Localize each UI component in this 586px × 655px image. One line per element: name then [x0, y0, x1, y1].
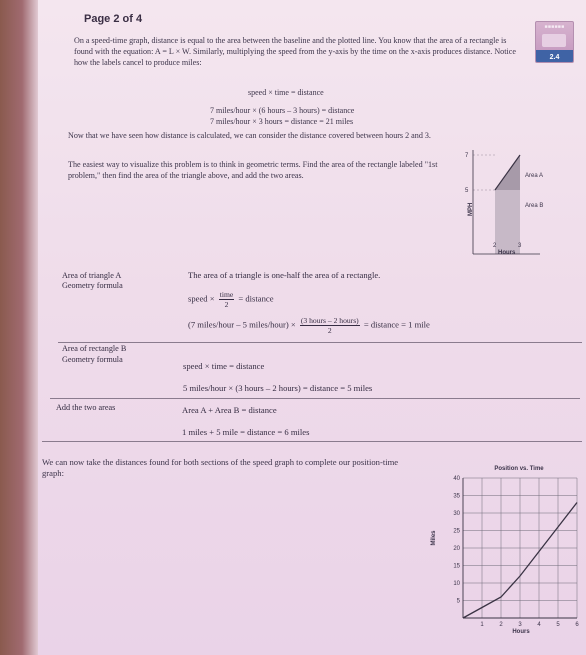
area-b-label: Area B [525, 203, 544, 209]
chart-x-tick-label: 6 [575, 622, 579, 628]
lesson-badge: ■■■■■■ 2.4 [535, 21, 574, 63]
intro-paragraph: On a speed-time graph, distance is equal to the area between the baseline and the plotted line. You know that the area of a rectangle is found with the equation: A = L × W. Similarly, multiplying the speed from the y-axis by the time on the x-axis produces distance. Notice how the labels cancel to produce miles: [74, 36, 516, 67]
chart-x-tick-label: 4 [537, 622, 541, 628]
intro-equation-1: speed × time = distance [248, 88, 324, 97]
area-b-rectangle [495, 190, 520, 254]
triangle-formula-1-right: = distance [238, 293, 274, 304]
distance-paragraph: Now that we have seen how distance is calculated, we can consider the distance covered between hours 2 and 3. [68, 131, 431, 140]
speed-time-graph [465, 145, 558, 260]
triangle-formula-2-right: = distance = 1 mile [363, 319, 430, 330]
divider-1 [58, 342, 582, 343]
fraction-numerator: time [219, 290, 234, 299]
chart-grid [463, 478, 577, 618]
chart-x-tick-label: 1 [480, 622, 484, 628]
chart-y-tick-label: 5 [456, 598, 460, 605]
fraction-denominator: 2 [224, 300, 229, 309]
badge-icon [542, 34, 566, 47]
intro-equation-2: 7 miles/hour × (6 hours – 3 hours) = distance [210, 106, 355, 115]
hours-over-two-fraction [300, 316, 360, 335]
triangle-formula-1 [188, 290, 274, 309]
sum-formula-2: 1 miles + 5 mile = distance = 6 miles [182, 427, 310, 437]
time-over-two-fraction [219, 290, 235, 309]
rectangle-formula-heading: Geometry formula [62, 355, 123, 364]
rectangle-heading: Area of rectangle B [62, 344, 127, 353]
chart-y-tick-label: 15 [453, 563, 460, 570]
triangle-statement: The area of a triangle is one-half the area of a rectangle. [188, 270, 381, 280]
y-tick-5: 5 [465, 188, 469, 194]
triangle-formula-1-left: speed × [188, 293, 215, 304]
x-tick-2: 2 [493, 243, 497, 249]
small-graph-y-label: MPH [468, 202, 474, 216]
triangle-heading: Area of triangle A [62, 271, 122, 280]
triangle-formula-heading: Geometry formula [62, 281, 123, 290]
chart-y-tick-label: 25 [453, 528, 460, 535]
page-number: Page 2 of 4 [84, 13, 143, 25]
divider-2 [50, 398, 580, 399]
triangle-formula-2 [188, 316, 430, 335]
chart-ticks [453, 476, 579, 628]
chart-y-tick-label: 40 [453, 476, 460, 482]
chart-y-tick-label: 35 [453, 493, 460, 500]
small-graph-x-label: Hours [498, 250, 516, 256]
closing-paragraph: We can now take the distances found for both sections of the speed graph to complete our position-time graph: [42, 457, 399, 478]
rectangle-formula-1: speed × time = distance [183, 361, 265, 371]
chart-y-axis-label: Miles [431, 530, 437, 546]
chart-y-tick-label: 10 [453, 581, 460, 587]
area-a-label: Area A [525, 173, 544, 179]
chart-x-tick-label: 3 [518, 622, 522, 628]
x-tick-3: 3 [518, 243, 522, 249]
y-tick-7: 7 [465, 153, 469, 159]
geometry-paragraph: The easiest way to visualize this problem is to think in geometric terms. Find the area of the rectangle labeled "1st problem," then find the area of the triangle above, and add the two areas. [68, 160, 438, 180]
badge-code: 2.4 [549, 54, 560, 61]
fraction-numerator: (3 hours – 2 hours) [300, 316, 359, 325]
chart-y-tick-label: 20 [453, 546, 460, 552]
divider-3 [42, 441, 582, 442]
fraction-denominator: 2 [327, 326, 332, 335]
rectangle-formula-2: 5 miles/hour × (3 hours – 2 hours) = distance = 5 miles [183, 383, 373, 393]
chart-y-tick-label: 30 [453, 511, 460, 517]
chart-title: Position vs. Time [494, 466, 544, 472]
intro-equation-3: 7 miles/hour × 3 hours = distance = 21 miles [210, 117, 354, 126]
sum-heading: Add the two areas [56, 403, 116, 412]
position-time-chart [425, 460, 585, 638]
chart-x-axis-label: Hours [512, 629, 530, 635]
chart-x-tick-label: 5 [556, 622, 560, 628]
triangle-formula-2-left: (7 miles/hour – 5 miles/hour) × [188, 319, 296, 330]
chart-x-tick-label: 2 [499, 622, 503, 628]
sum-formula-1: Area A + Area B = distance [182, 405, 277, 415]
